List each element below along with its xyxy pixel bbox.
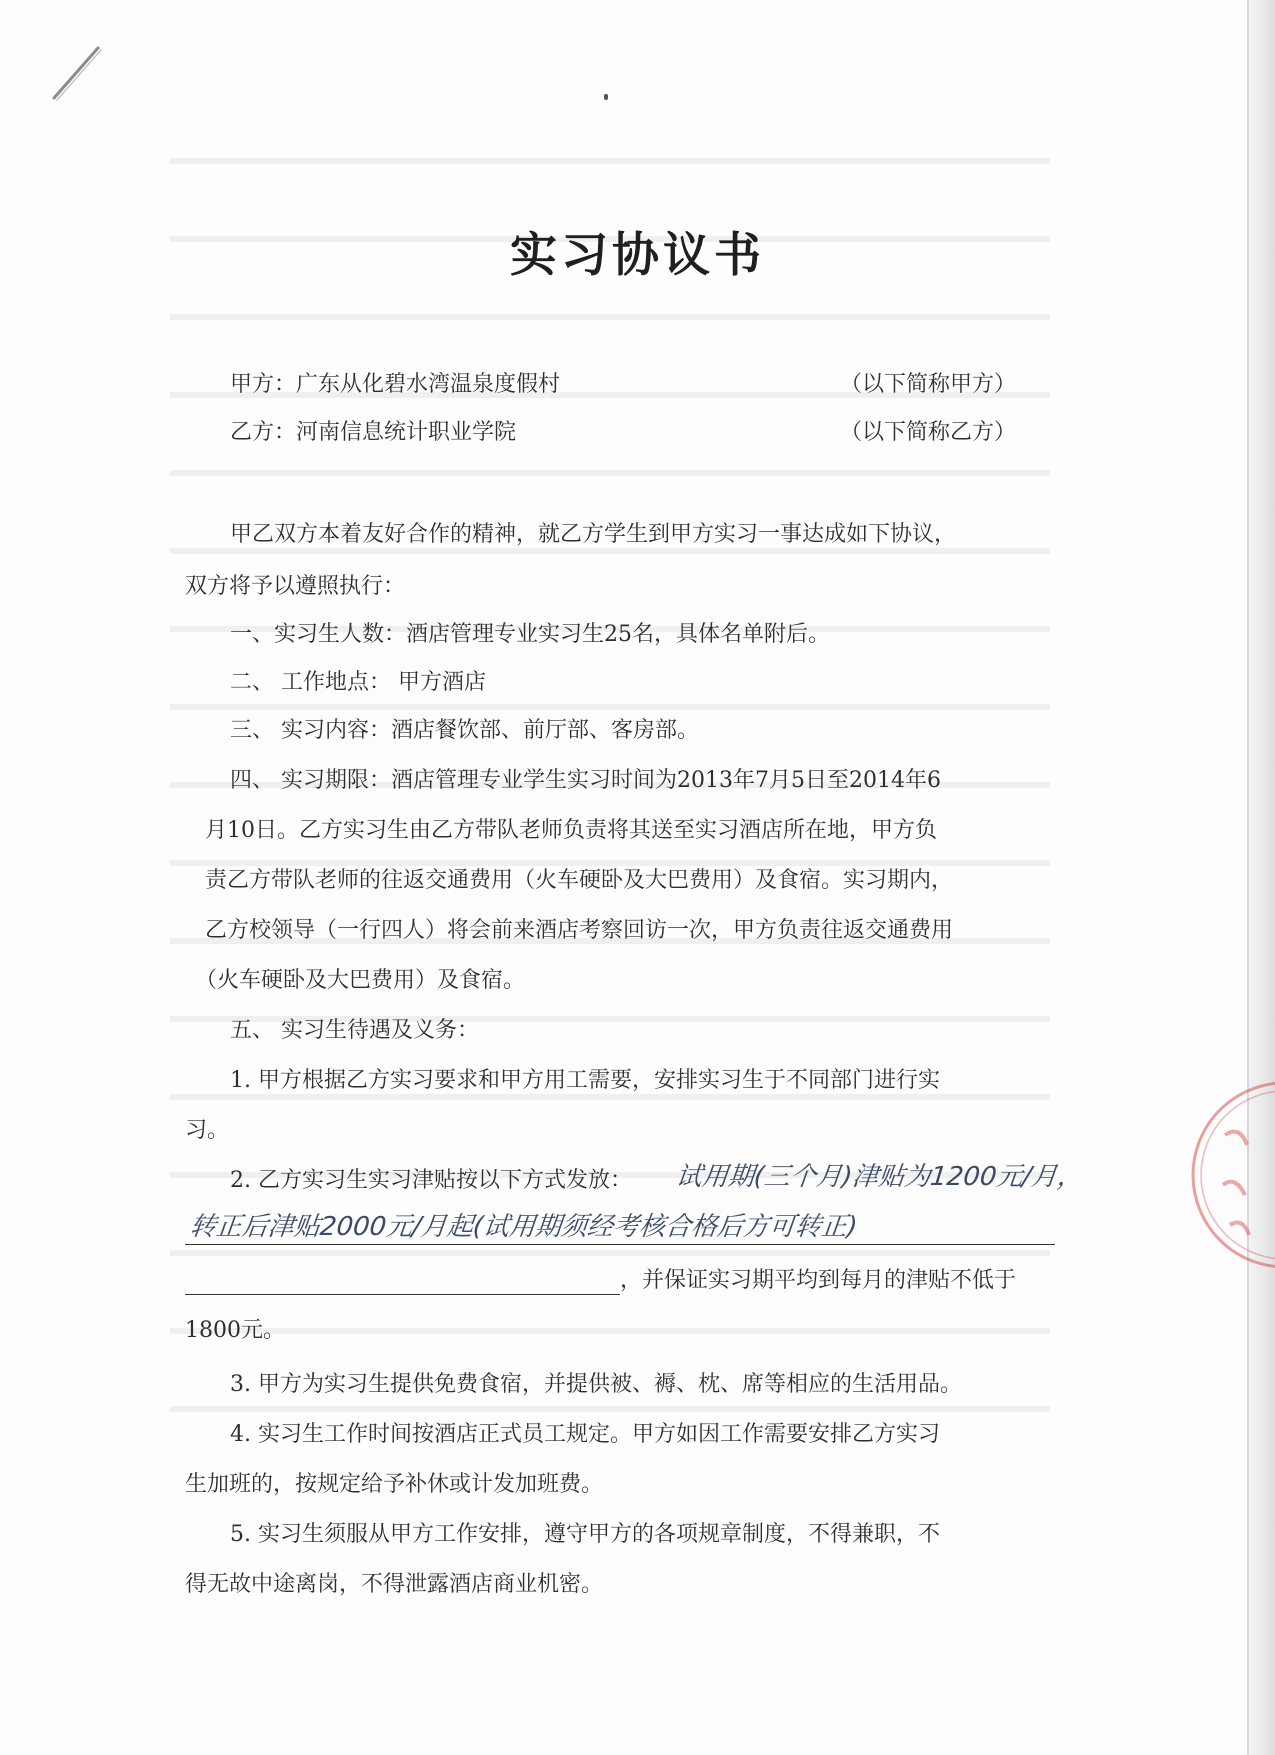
- item-2-suffix: ，并保证实习期平均到每月的津贴不低于: [620, 1268, 1017, 1293]
- document-title: 实习协议书: [510, 228, 765, 283]
- fill-in-underline-2: [185, 1294, 620, 1295]
- item-3: 3. 甲方为实习生提供免费食宿，并提供被、褥、枕、席等相应的生活用品。: [230, 1372, 962, 1397]
- staple-mark: [46, 40, 116, 110]
- clause-4-line-1: 四、 实习期限：酒店管理专业学生实习时间为2013年7月5日至2014年6: [230, 768, 941, 793]
- clause-4-line-2: 月10日。乙方实习生由乙方带队老师负责将其送至实习酒店所在地，甲方负: [205, 818, 937, 843]
- clause-4-line-4: 乙方校领导（一行四人）将会前来酒店考察回访一次，甲方负责往返交通费用: [205, 918, 954, 943]
- clause-4-line-3: 责乙方带队老师的往返交通费用（火车硬卧及大巴费用）及食宿。实习期内，: [205, 868, 954, 893]
- item-1-line-1: 1. 甲方根据乙方实习要求和甲方用工需要，安排实习生于不同部门进行实: [230, 1068, 940, 1093]
- clause-1: 一、实习生人数：酒店管理专业实习生25名，具体名单附后。: [230, 622, 830, 647]
- fill-in-underline-1: [185, 1244, 1055, 1245]
- party-b-note: （以下简称乙方）: [840, 420, 1017, 445]
- intro-line-2: 双方将予以遵照执行：: [185, 574, 406, 599]
- clause-3: 三、 实习内容：酒店餐饮部、前厅部、客房部。: [230, 718, 699, 743]
- item-2-amount: 1800元。: [185, 1318, 285, 1343]
- item-4-line-2: 生加班的，按规定给予补休或计发加班费。: [185, 1472, 604, 1497]
- item-2-prefix: 2. 乙方实习生实习津贴按以下方式发放：: [230, 1168, 632, 1193]
- party-a-note: （以下简称甲方）: [840, 372, 1017, 397]
- scan-speck: [604, 94, 608, 100]
- party-b-label: 乙方：河南信息统计职业学院: [230, 420, 517, 445]
- item-5-line-1: 5. 实习生须服从甲方工作安排，遵守甲方的各项规章制度，不得兼职，不: [230, 1522, 940, 1547]
- clause-4-line-5: （火车硬卧及大巴费用）及食宿。: [195, 968, 526, 993]
- clause-2: 二、 工作地点： 甲方酒店: [230, 670, 486, 695]
- clause-5-heading: 五、 实习生待遇及义务：: [230, 1018, 479, 1043]
- red-seal-stamp-partial: [1185, 1075, 1275, 1275]
- item-5-line-2: 得无故中途离岗，不得泄露酒店商业机密。: [185, 1572, 604, 1597]
- item-4-line-1: 4. 实习生工作时间按酒店正式员工规定。甲方如因工作需要安排乙方实习: [230, 1422, 940, 1447]
- intro-line-1: 甲乙双方本着友好合作的精神，就乙方学生到甲方实习一事达成如下协议，: [230, 522, 957, 547]
- item-1-line-2: 习。: [185, 1118, 230, 1143]
- item-2-handwriting-line-2: 转正后津贴2000元/月起(试用期须经考核合格后方可转正): [188, 1212, 859, 1242]
- item-2-handwriting-line-1: 试用期(三个月)津贴为1200元/月，: [674, 1162, 1085, 1192]
- party-a-label: 甲方：广东从化碧水湾温泉度假村: [230, 372, 561, 397]
